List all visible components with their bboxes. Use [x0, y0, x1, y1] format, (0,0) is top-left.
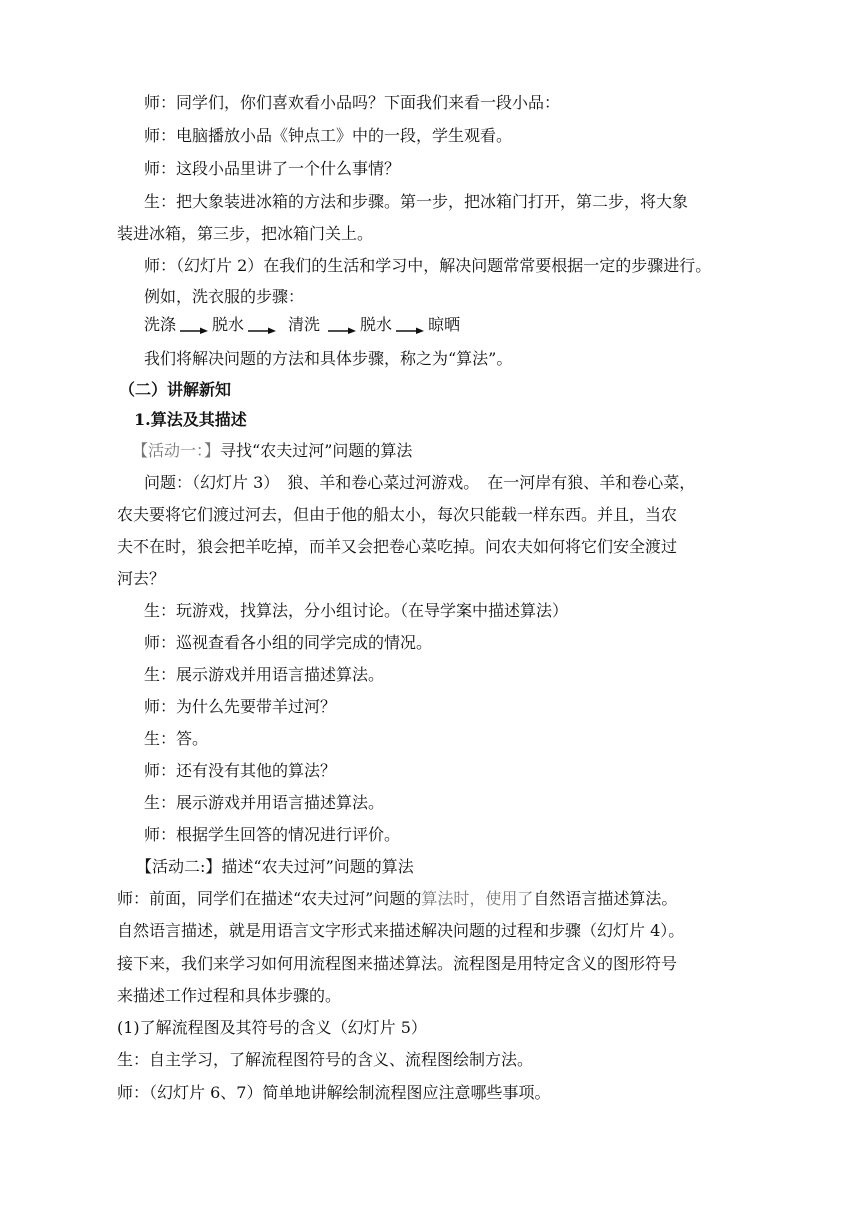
activity-label: 【活动二:】: [136, 857, 222, 876]
paragraph-line: 接下来，我们来学习如何用流程图来描述算法。流程图是用特定含义的图形符号: [117, 954, 678, 973]
problem-line: 夫不在时，狼会把羊吃掉，而羊又会把卷心菜吃掉。问农夫如何将它们安全渡过: [117, 537, 678, 556]
dialogue-line: 师：还有没有其他的算法？: [144, 761, 337, 780]
dialogue-line: 例如，洗衣服的步骤：: [144, 287, 305, 306]
flow-step: 脱水: [212, 315, 245, 334]
paragraph-line: [117, 889, 860, 909]
dialogue-line: 生：答。: [144, 729, 209, 748]
activity-title: 描述“农夫过河”问题的算法: [221, 857, 414, 876]
paragraph-line: 自然语言描述，就是用语言文字形式来描述解决问题的过程和步骤（幻灯片 4）。: [117, 921, 685, 940]
dialogue-line: 师：为什么先要带羊过河？: [144, 697, 337, 716]
paragraph-line: 生：自主学习，了解流程图符号的含义、流程图绘制方法。: [117, 1050, 534, 1069]
paragraph-line: (1)了解流程图及其符号的含义（幻灯片 5）: [117, 1018, 427, 1037]
text-run-highlight: 算法时，使用了: [421, 889, 534, 908]
dialogue-line: 师：根据学生回答的情况进行评价。: [144, 825, 401, 844]
arrow-right-icon: [396, 322, 424, 334]
dialogue-line: 师：（幻灯片 2）在我们的生活和学习中，解决问题常常要根据一定的步骤进行。: [144, 256, 712, 275]
arrow-right-icon: [180, 322, 208, 334]
problem-line: 农夫要将它们渡过河去，但由于他的船太小，每次只能载一样东西。并且，当农: [117, 505, 678, 524]
problem-line: 河去？: [117, 569, 166, 588]
flow-step: 清洗: [288, 315, 321, 334]
dialogue-line: 装进冰箱，第三步，把冰箱门关上。: [117, 224, 374, 243]
dialogue-line: 师：电脑播放小品《钟点工》中的一段，学生观看。: [144, 126, 513, 145]
activity-two-heading: [136, 857, 860, 877]
flow-step: 脱水: [360, 315, 393, 334]
activity-one-heading: [132, 441, 860, 461]
dialogue-line: 师：巡视查看各小组的同学完成的情况。: [144, 633, 433, 652]
flow-step: 晾晒: [428, 315, 461, 334]
paragraph-line: 来描述工作过程和具体步骤的。: [117, 986, 342, 1005]
dialogue-line: 生：展示游戏并用语言描述算法。: [144, 665, 385, 684]
dialogue-line: 生：玩游戏，找算法，分小组讨论。（在导学案中描述算法）: [144, 601, 569, 620]
arrow-right-icon: [248, 322, 276, 334]
dialogue-line: 生：把大象装进冰箱的方法和步骤。第一步，把冰箱门打开，第二步，将大象: [144, 192, 689, 211]
activity-title: 寻找“农夫过河”问题的算法: [220, 441, 413, 460]
flow-step: 洗涤: [144, 315, 177, 334]
section-heading: （二）讲解新知: [119, 380, 232, 399]
paragraph-line: 师：（幻灯片 6、7）简单地讲解绘制流程图应注意哪些事项。: [117, 1083, 551, 1102]
dialogue-line: 师：同学们，你们喜欢看小品吗？下面我们来看一段小品：: [144, 93, 561, 112]
dialogue-line: 师：这段小品里讲了一个什么事情？: [144, 159, 401, 178]
dialogue-line: 生：展示游戏并用语言描述算法。: [144, 793, 385, 812]
text-run: 师：前面，同学们在描述“农夫过河”问题的: [117, 889, 422, 908]
text-run: 自然语言描述算法。: [533, 889, 678, 908]
activity-label: 【活动一：】: [132, 441, 221, 460]
paragraph-line: 我们将解决问题的方法和具体步骤，称之为“算法”。: [144, 349, 513, 368]
subheading: 1.算法及其描述: [134, 410, 247, 429]
arrow-right-icon: [328, 322, 356, 334]
problem-line: 问题：（幻灯片 3） 狼、羊和卷心菜过河游戏。 在一河岸有狼、羊和卷心菜，: [144, 473, 696, 492]
laundry-flow: [144, 314, 460, 336]
